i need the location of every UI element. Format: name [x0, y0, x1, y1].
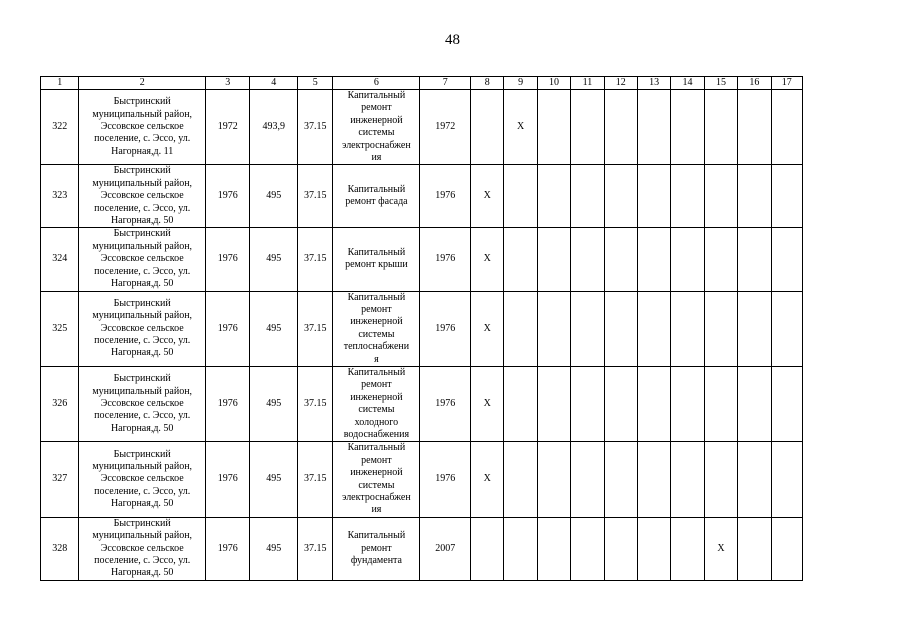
row-number: 327 — [41, 442, 79, 517]
column-header: 3 — [205, 77, 250, 90]
code-cell: 37.15 — [298, 90, 333, 165]
address-cell-line: муниципальный район, — [92, 240, 193, 252]
mark-cell — [537, 90, 570, 165]
mark-cell — [571, 165, 604, 228]
work-type-cell-line: системы — [358, 328, 395, 340]
work-type-cell-line: Капитальный — [347, 442, 406, 454]
address-cell-line: поселение, с. Эссо, ул. — [94, 485, 191, 497]
address-cell-line: поселение, с. Эссо, ул. — [94, 555, 191, 567]
work-type-cell-line: ремонт — [361, 454, 392, 466]
mark-cell — [771, 90, 802, 165]
mark-cell — [571, 517, 604, 580]
work-type-cell-line: Капитальный — [347, 184, 406, 196]
column-header: 1 — [41, 77, 79, 90]
mark-cell — [771, 517, 802, 580]
column-header: 7 — [420, 77, 471, 90]
year-cell: 2007 — [420, 517, 471, 580]
build-year-cell: 1976 — [205, 442, 250, 517]
work-type-cell — [333, 442, 420, 517]
mark-cell — [637, 517, 670, 580]
mark-cell: X — [471, 228, 504, 291]
mark-cell — [771, 291, 802, 366]
address-cell — [79, 517, 205, 580]
address-cell-line: муниципальный район, — [92, 108, 193, 120]
address-cell-line: муниципальный район, — [92, 385, 193, 397]
address-cell-line: Нагорная,д. 50 — [110, 422, 174, 434]
build-year-cell: 1976 — [205, 165, 250, 228]
address-cell-line: Быстринский — [113, 165, 171, 177]
mark-cell — [571, 291, 604, 366]
year-cell: 1976 — [420, 366, 471, 441]
address-cell — [79, 90, 205, 165]
address-cell — [79, 291, 205, 366]
mark-cell — [671, 90, 704, 165]
year-cell: 1976 — [420, 165, 471, 228]
address-cell-line: Нагорная,д. 50 — [110, 215, 174, 227]
mark-cell — [738, 291, 771, 366]
address-cell-line: муниципальный район, — [92, 460, 193, 472]
row-number: 325 — [41, 291, 79, 366]
build-year-cell: 1976 — [205, 228, 250, 291]
work-type-cell-line: ия — [371, 504, 382, 516]
table-row — [41, 366, 803, 441]
mark-cell — [504, 165, 537, 228]
table-row — [41, 228, 803, 291]
mark-cell — [771, 165, 802, 228]
mark-cell — [704, 90, 737, 165]
code-cell: 37.15 — [298, 228, 333, 291]
mark-cell — [738, 90, 771, 165]
address-cell — [79, 228, 205, 291]
column-header: 15 — [704, 77, 737, 90]
mark-cell — [671, 291, 704, 366]
mark-cell — [771, 442, 802, 517]
work-type-cell-line: инженерной — [350, 316, 403, 328]
work-type-cell-line: холодного — [354, 416, 399, 428]
address-cell — [79, 165, 205, 228]
mark-cell — [738, 165, 771, 228]
work-type-cell-line: ремонт — [361, 542, 392, 554]
address-cell-line: Нагорная,д. 50 — [110, 567, 174, 579]
column-header: 14 — [671, 77, 704, 90]
table-body — [41, 90, 803, 581]
work-type-cell — [333, 366, 420, 441]
code-cell: 37.15 — [298, 442, 333, 517]
address-cell-line: Быстринский — [113, 228, 171, 240]
work-type-cell-line: теплоснабжени — [343, 341, 410, 353]
column-header: 16 — [738, 77, 771, 90]
column-number-row — [41, 77, 803, 90]
address-cell-line: Быстринский — [113, 373, 171, 385]
address-cell — [79, 366, 205, 441]
row-number: 323 — [41, 165, 79, 228]
area-cell: 495 — [250, 366, 298, 441]
table-row — [41, 442, 803, 517]
table-row — [41, 291, 803, 366]
work-type-cell-line: инженерной — [350, 114, 403, 126]
mark-cell: X — [504, 90, 537, 165]
mark-cell: X — [471, 366, 504, 441]
page-number: 48 — [445, 32, 460, 48]
mark-cell — [637, 366, 670, 441]
mark-cell — [671, 517, 704, 580]
row-number: 322 — [41, 90, 79, 165]
mark-cell — [571, 228, 604, 291]
mark-cell — [537, 291, 570, 366]
mark-cell — [504, 366, 537, 441]
mark-cell — [637, 228, 670, 291]
mark-cell — [604, 165, 637, 228]
address-cell-line: Нагорная,д. 11 — [111, 145, 174, 157]
work-type-cell-line: инженерной — [350, 467, 403, 479]
address-cell-line: Эссовское сельское — [100, 473, 184, 485]
mark-cell — [738, 442, 771, 517]
address-cell-line: муниципальный район, — [92, 530, 193, 542]
work-type-cell-line: Капитальный — [347, 530, 406, 542]
mark-cell — [604, 228, 637, 291]
mark-cell — [738, 228, 771, 291]
mark-cell — [504, 228, 537, 291]
mark-cell: X — [704, 517, 737, 580]
mark-cell — [604, 442, 637, 517]
mark-cell — [704, 228, 737, 291]
work-type-cell-line: электроснабжен — [342, 492, 411, 503]
code-cell: 37.15 — [298, 517, 333, 580]
address-cell-line: муниципальный район, — [92, 310, 193, 322]
mark-cell — [671, 165, 704, 228]
column-header: 4 — [250, 77, 298, 90]
mark-cell — [504, 517, 537, 580]
build-year-cell: 1976 — [205, 517, 250, 580]
mark-cell — [604, 517, 637, 580]
address-cell-line: поселение, с. Эссо, ул. — [94, 265, 191, 277]
work-type-cell-line: ремонт — [361, 303, 392, 315]
work-type-cell-line: водоснабжения — [343, 428, 410, 440]
work-type-cell-line: ремонт крыши — [345, 259, 408, 271]
year-cell: 1972 — [420, 90, 471, 165]
mark-cell — [704, 291, 737, 366]
work-type-cell-line: системы — [358, 127, 395, 139]
mark-cell — [637, 442, 670, 517]
table-row — [41, 90, 803, 165]
mark-cell — [571, 366, 604, 441]
mark-cell — [537, 165, 570, 228]
build-year-cell: 1972 — [205, 90, 250, 165]
mark-cell — [671, 442, 704, 517]
row-number: 328 — [41, 517, 79, 580]
column-header: 9 — [504, 77, 537, 90]
mark-cell: X — [471, 165, 504, 228]
year-cell: 1976 — [420, 291, 471, 366]
address-cell-line: поселение, с. Эссо, ул. — [94, 410, 191, 422]
mark-cell: X — [471, 442, 504, 517]
address-cell-line: Эссовское сельское — [100, 190, 184, 202]
work-type-cell — [333, 291, 420, 366]
year-cell: 1976 — [420, 228, 471, 291]
mark-cell — [704, 442, 737, 517]
address-cell-line: Быстринский — [113, 297, 171, 309]
work-type-cell — [333, 165, 420, 228]
work-type-cell-line: Капитальный — [347, 90, 406, 101]
address-cell-line: Эссовское сельское — [100, 322, 184, 334]
mark-cell — [671, 228, 704, 291]
mark-cell — [504, 291, 537, 366]
address-cell-line: Нагорная,д. 50 — [110, 347, 174, 359]
work-type-cell-line: Капитальный — [347, 366, 406, 378]
row-number: 326 — [41, 366, 79, 441]
build-year-cell: 1976 — [205, 291, 250, 366]
column-header: 11 — [571, 77, 604, 90]
mark-cell — [637, 90, 670, 165]
work-type-cell — [333, 228, 420, 291]
area-cell: 493,9 — [250, 90, 298, 165]
year-cell: 1976 — [420, 442, 471, 517]
mark-cell — [537, 366, 570, 441]
address-cell-line: поселение, с. Эссо, ул. — [94, 133, 191, 145]
code-cell: 37.15 — [298, 165, 333, 228]
work-type-cell-line: Капитальный — [347, 291, 406, 303]
address-cell-line: Нагорная,д. 50 — [110, 278, 174, 290]
mark-cell — [571, 442, 604, 517]
work-type-cell-line: системы — [358, 404, 395, 416]
code-cell: 37.15 — [298, 366, 333, 441]
mark-cell — [604, 366, 637, 441]
work-type-cell-line: Капитальный — [347, 247, 406, 259]
capital-repair-table — [40, 76, 803, 581]
column-header: 2 — [79, 77, 205, 90]
address-cell-line: Эссовское сельское — [100, 542, 184, 554]
mark-cell — [771, 228, 802, 291]
column-header: 17 — [771, 77, 802, 90]
table-row — [41, 517, 803, 580]
mark-cell — [504, 442, 537, 517]
work-type-cell-line: ремонт фасада — [345, 196, 408, 208]
work-type-cell-line: электроснабжен — [342, 139, 411, 151]
mark-cell — [537, 442, 570, 517]
column-header: 10 — [537, 77, 570, 90]
address-cell-line: Эссовское сельское — [100, 253, 184, 265]
column-header: 8 — [471, 77, 504, 90]
mark-cell — [738, 517, 771, 580]
column-header: 13 — [637, 77, 670, 90]
area-cell: 495 — [250, 165, 298, 228]
mark-cell — [471, 517, 504, 580]
mark-cell — [537, 228, 570, 291]
mark-cell — [471, 90, 504, 165]
mark-cell — [604, 291, 637, 366]
mark-cell — [704, 366, 737, 441]
work-type-cell-line: ремонт — [361, 379, 392, 391]
area-cell: 495 — [250, 442, 298, 517]
code-cell: 37.15 — [298, 291, 333, 366]
mark-cell — [738, 366, 771, 441]
address-cell-line: поселение, с. Эссо, ул. — [94, 334, 191, 346]
address-cell-line: Быстринский — [113, 448, 171, 460]
column-header: 6 — [333, 77, 420, 90]
area-cell: 495 — [250, 517, 298, 580]
build-year-cell: 1976 — [205, 366, 250, 441]
mark-cell — [571, 90, 604, 165]
address-cell-line: Эссовское сельское — [100, 121, 184, 133]
work-type-cell-line: фундамента — [350, 555, 402, 567]
mark-cell — [637, 291, 670, 366]
address-cell-line: Быстринский — [113, 96, 171, 108]
work-type-cell-line: ремонт — [361, 102, 392, 114]
address-cell — [79, 442, 205, 517]
work-type-cell — [333, 90, 420, 165]
address-cell-line: Нагорная,д. 50 — [110, 498, 174, 510]
column-header: 12 — [604, 77, 637, 90]
work-type-cell-line: ия — [371, 152, 382, 164]
mark-cell — [637, 165, 670, 228]
address-cell-line: Эссовское сельское — [100, 397, 184, 409]
column-header: 5 — [298, 77, 333, 90]
mark-cell — [671, 366, 704, 441]
work-type-cell-line: инженерной — [350, 391, 403, 403]
table-row — [41, 165, 803, 228]
mark-cell — [704, 165, 737, 228]
area-cell: 495 — [250, 291, 298, 366]
area-cell: 495 — [250, 228, 298, 291]
work-type-cell-line: системы — [358, 479, 395, 491]
mark-cell — [771, 366, 802, 441]
address-cell-line: поселение, с. Эссо, ул. — [94, 202, 191, 214]
mark-cell — [604, 90, 637, 165]
row-number: 324 — [41, 228, 79, 291]
address-cell-line: Быстринский — [113, 517, 171, 529]
address-cell-line: муниципальный район, — [92, 177, 193, 189]
mark-cell — [537, 517, 570, 580]
work-type-cell-line: я — [374, 353, 379, 365]
work-type-cell — [333, 517, 420, 580]
mark-cell: X — [471, 291, 504, 366]
